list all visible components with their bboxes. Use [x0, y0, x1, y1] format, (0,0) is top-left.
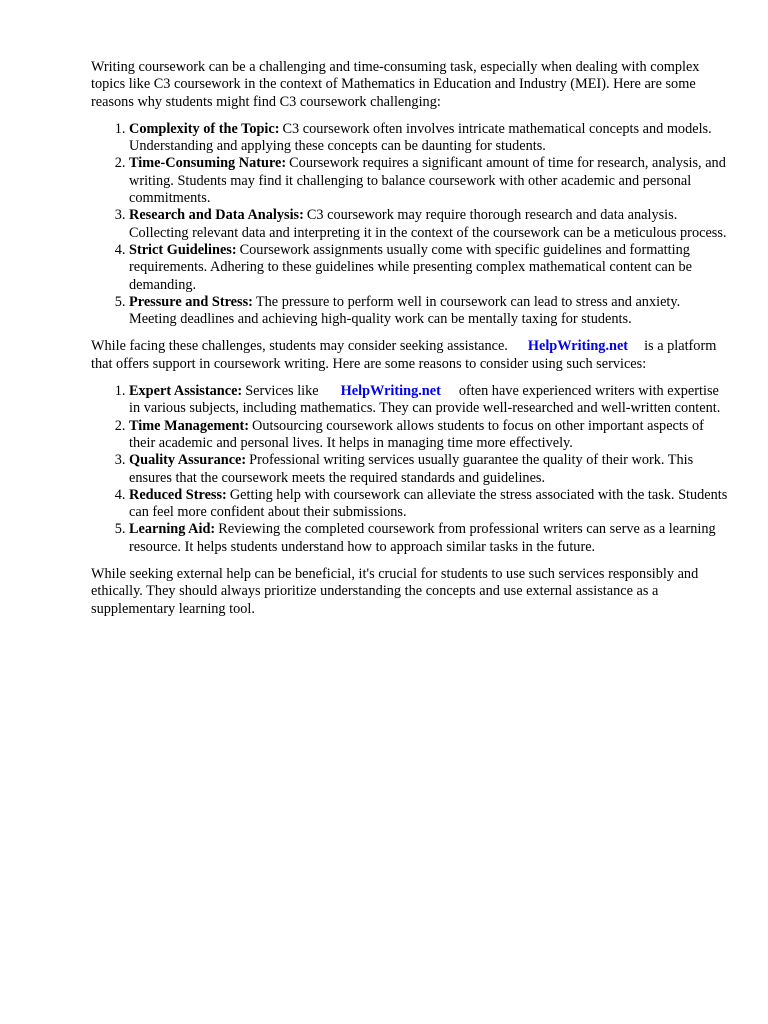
reason-term: Expert Assistance:	[129, 383, 243, 400]
reason-text: Getting help with coursework can alleviate the stress associated with the task. Students can feel more confident about their submissions.	[129, 486, 728, 521]
challenge-term: Complexity of the Topic:	[129, 120, 280, 137]
intro-paragraph: Writing coursework can be a challenging and time-consuming task, especially when dealing with complex topics like C3 coursework in the context of Mathematics in Education and Industry (MEI). Here are some reasons why students might find C3 coursework challenging:	[91, 59, 700, 110]
challenge-item	[129, 121, 731, 156]
reason-text-before: Services like	[245, 383, 319, 400]
challenge-item	[129, 155, 731, 207]
reason-term: Reduced Stress:	[129, 486, 227, 503]
helpwriting-link[interactable]: HelpWriting.net	[340, 383, 441, 400]
reason-item	[129, 418, 731, 453]
challenge-text: Coursework requires a significant amount of time for research, analysis, and writing. Students may find it challenging to balance coursework with other academic and personal commitments.	[129, 155, 726, 207]
reason-text: Reviewing the completed coursework from professional writers can serve as a learning resource. It helps students understand how to approach similar tasks in the future.	[129, 521, 716, 555]
reason-text: Outsourcing coursework allows students to focus on other important aspects of their academic and personal lives. It helps in managing time more effectively.	[129, 417, 704, 451]
transition-text-after: is a platform that offers support in coursework writing. Here are some reasons to consider using such services:	[91, 338, 717, 372]
challenge-text: Coursework assignments usually come with specific guidelines and formatting requirements. Adhering to these guidelines while presenting complex mathematical content can be demanding.	[129, 241, 692, 293]
challenge-text: The pressure to perform well in coursework can lead to stress and anxiety. Meeting deadlines and achieving high-quality work can be mentally taxing for students.	[129, 293, 681, 328]
challenge-term: Strict Guidelines:	[129, 241, 237, 258]
challenge-term: Research and Data Analysis:	[129, 207, 304, 224]
challenge-term: Pressure and Stress:	[129, 293, 253, 310]
reason-item	[129, 383, 731, 418]
reason-text: Professional writing services usually guarantee the quality of their work. This ensures that the coursework meets the required standards and guidelines.	[129, 452, 694, 486]
challenge-item	[129, 294, 731, 329]
transition-text-before: While facing these challenges, students may consider seeking assistance.	[91, 338, 508, 355]
challenge-text: C3 coursework often involves intricate mathematical concepts and models. Understanding and applying these concepts can be daunting for students.	[129, 120, 712, 155]
transition-paragraph	[91, 338, 731, 373]
reason-item	[129, 452, 731, 487]
reason-term: Quality Assurance:	[129, 452, 247, 469]
challenge-text: C3 coursework may require thorough research and data analysis. Collecting relevant data and interpreting it in the context of the coursework can be a meticulous process.	[129, 207, 727, 241]
document-page	[91, 59, 731, 618]
reason-item	[129, 521, 731, 556]
reason-term: Time Management:	[129, 417, 250, 434]
reason-item	[129, 487, 731, 522]
challenge-item	[129, 207, 731, 242]
reason-term: Learning Aid:	[129, 521, 216, 538]
challenge-term: Time-Consuming Nature:	[129, 155, 287, 172]
helpwriting-link[interactable]: HelpWriting.net	[527, 338, 629, 355]
challenges-list	[91, 121, 731, 329]
reason-text-after: often have experienced writers with expertise in various subjects, including mathematics. They can provide well-researched and well-written content.	[129, 383, 721, 417]
reasons-list	[91, 383, 731, 556]
conclusion-paragraph: While seeking external help can be beneficial, it's crucial for students to use such services responsibly and ethically. They should always prioritize understanding the concepts and use external assistance as a supplementary learning tool.	[91, 566, 699, 617]
challenge-item	[129, 242, 731, 294]
